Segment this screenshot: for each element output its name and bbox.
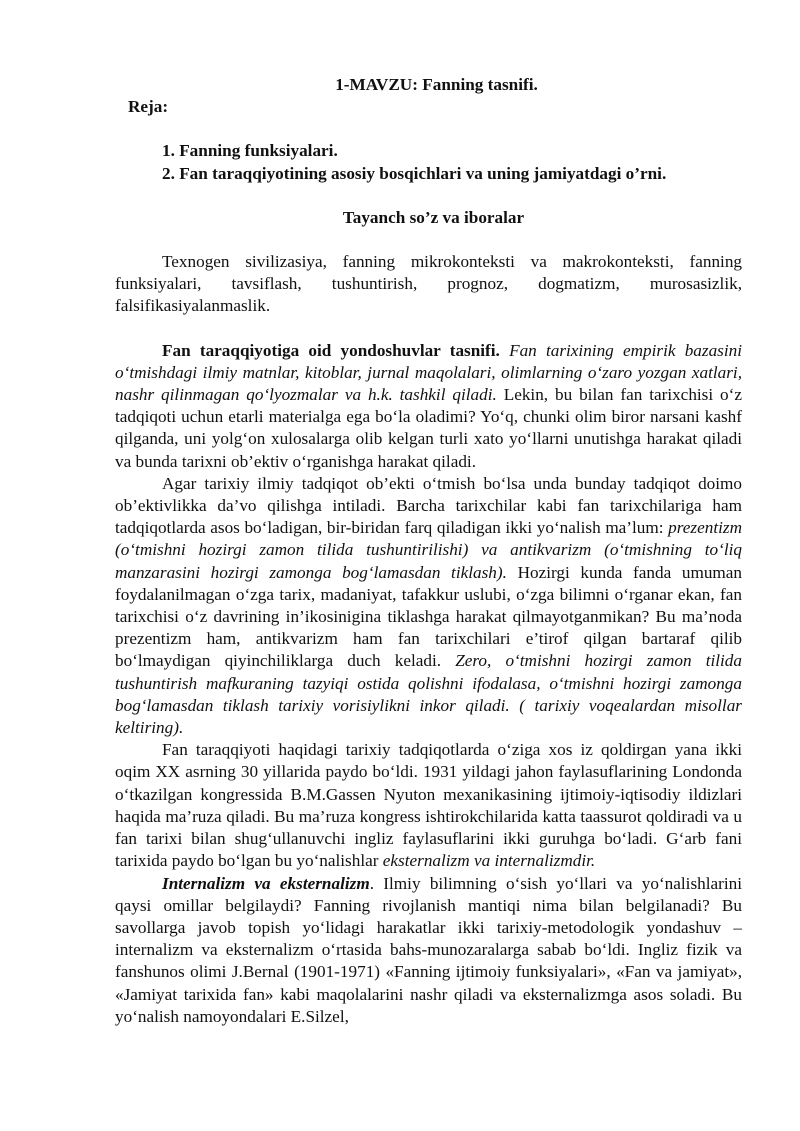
paragraph-internalism: [115, 873, 742, 1028]
plan-label: Reja:: [128, 97, 169, 117]
paragraph-approaches: [115, 340, 742, 473]
italic-text: prezentizm (o‘tmishni hozirgi zamon tilida tushuntirilishi) va antikvarizm (o‘tmishning to‘liq manzarasini hozirgi zamonga bog‘lamasdan tiklash).: [115, 518, 742, 582]
body-text: Lekin, bu bilan fan tarixchisi o‘z tadqiqoti uchun etarli materialga ega bo‘la oladimi? Yo‘q, chunki olim biror narsani kashf qilganda, uni yolg‘on xulosalarga olib kelgan turli xato yo‘llarni unutishga harakat qiladi va bunda tarixni ob’ektiv o‘rganishga harakat qiladi.: [115, 385, 742, 471]
plan-list: [115, 140, 742, 184]
body-text: Fan taraqqiyoti haqidagi tarixiy tadqiqotlarda o‘ziga xos iz qoldirgan yana ikki oqim XX asrning 30 yillarida paydo bo‘ldi. 1931 yildagi jahon faylasuflarining Londonda o‘tkazilgan kongressida B.M.Gassen Nyuton mexanikasining ijtimoiy-iqtisodiy ildizlari haqida ma’ruza qiladi. Bu ma’ruza kongress ishtirokchilarida katta taassurot qoldiradi va u fan tarixi bilan shug‘ullanuvchi ingliz faylasuflarini ikki guruhga bo‘ladi. G‘arb fani tarixida paydo bo‘lgan bu yo‘nalishlar: [115, 740, 742, 871]
italic-text: Fan tarixining empirik bazasini o‘tmishdagi ilmiy matnlar, kitoblar, jurnal maqolalari, olimlarning o‘zaro yozgan xatlari, nashr qilinmagan qo‘lyozmalar va h.k. tashkil qiladi.: [115, 340, 742, 405]
section-heading-approaches: Fan taraqqiyotiga oid yondoshuvlar tasnifi.: [162, 340, 500, 360]
keywords-paragraph: Texnogen sivilizasiya, fanning mikrokonteksti va makrokonteksti, fanning funksiyalari, tavsiflash, tushuntirish, prognoz, dogmatizm, murosasizlik, falsifikasiyalanmaslik.: [115, 252, 742, 316]
italic-text: eksternalizm va internalizmdir.: [382, 851, 596, 871]
plan-item: 1. Fanning funksiyalari.: [162, 141, 338, 161]
page-title: 1-MAVZU: Fanning tasnifi.: [335, 75, 538, 94]
section-heading-internalism: Internalizm va eksternalizm: [162, 873, 370, 893]
body-text: Agar tarixiy ilmiy tadqiqot ob’ekti o‘tmish bo‘lsa unda bunday tadqiqot doimo ob’ektivlikka da’vo qilishga intiladi. Barcha tarixchilar kabi fan tarixchilariga ham tadqiqotlarda asos bo‘ladigan, bir-biridan farq qiladigan ikki yo‘nalish ma’lum:: [115, 473, 742, 538]
paragraph-objectivity: [115, 473, 742, 739]
keywords-heading: Tayanch so’z va iboralar: [342, 207, 525, 227]
body-text: Hozirgi kunda fanda umuman foydalanilmagan o‘zga tarix, madaniyat, tafakkur uslubi, o‘zga bilimni o‘rganar ekan, fan tarixchisi o‘z davrining in’ikosinigina tiklashga harakat qilmayotganmikan? Bu ma’noda prezentizm ham, antikvarizm ham fan tarixchilari e’tirof qilgan bartaraf qilib bo‘lmaydigan qiyinchiliklarga duch keladi.: [115, 562, 743, 671]
paragraph-currents: [115, 739, 742, 872]
body-text: . Ilmiy bilimning o‘sish yo‘llari va yo‘nalishlarini qaysi omillar belgilaydi? Fanning rivojlanish mantiqi nima bilan belgilanadi? Bu savollarga javob topish yo‘lidagi harakatlar ikki tarixiy-metodologik yondashuv – internalizm va eksternalizm o‘rtasida bahs-munozaralarga sabab bo‘ldi. Ingliz fizik va fanshunos olimi J.Bernal (1901-1971) «Fanning ijtimoiy funksiyalari», «Fan va jamiyat», «Jamiyat tarixida fan» kabi maqolalarini nashr qiladi va eksternalizmga asos soladi. Bu yo‘nalish namoyondalari E.Silzel,: [115, 873, 742, 1026]
plan-item: 2. Fan taraqqiyotining asosiy bosqichlari va uning jamiyatdagi o’rni.: [162, 163, 667, 183]
italic-text: Zero, o‘tmishni hozirgi zamon tilida tushuntirish mafkuraning tazyiqi ostida qolishni ifodalasa, o‘tmishni hozirgi zamonga bog‘lamasdan tiklash tarixiy vorisiylikni inkor qiladi. ( tarixiy voqealardan misollar keltiring).: [115, 651, 742, 738]
